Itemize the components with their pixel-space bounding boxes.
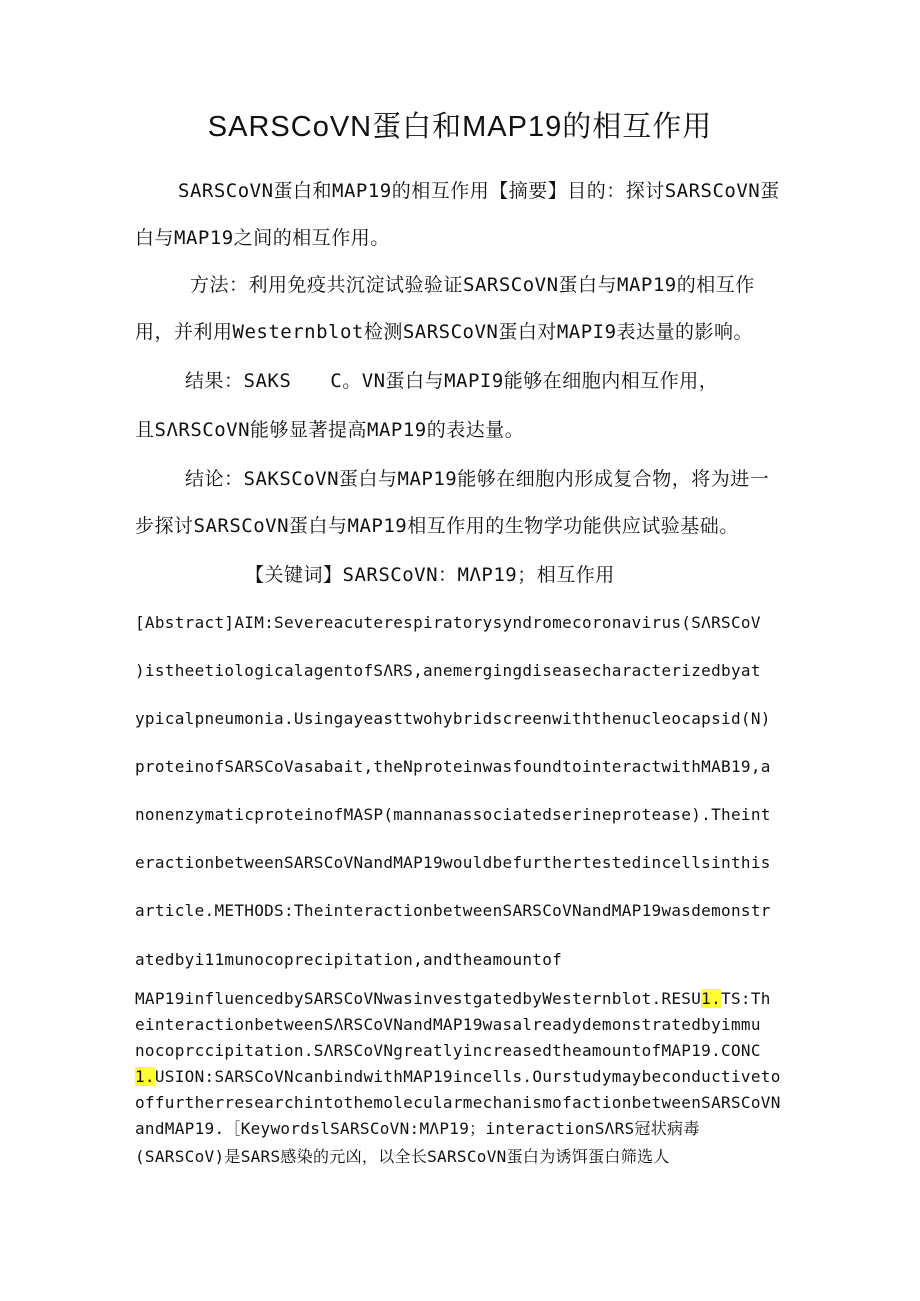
abstract-en-text: USION:SARSCoVNcanbindwithMAP19incells.Ourstudymaybeconductiveto — [154, 1067, 781, 1086]
highlighted-text: 1. — [701, 989, 722, 1008]
abstract-en-line: nonenzymaticproteinofMASP(mannanassociatedserineprotease).Theint — [135, 805, 771, 824]
abstract-en-line: eractionbetweenSARSCoVNandMAP19wouldbefurthertestedincellsinthis — [135, 853, 771, 872]
abstract-cn-p1-line1: SARSCoVN蛋白和MAP19的相互作用【摘要】目的：探讨SARSCoVN蛋 — [178, 180, 780, 202]
abstract-cn-p3-line1: 结果：SAKS C。VN蛋白与MAPI9能够在细胞内相互作用， — [185, 370, 719, 392]
abstract-en-line: ypicalpneumonia.Usingayeasttwohybridscreenwiththenucleocapsid(N) — [135, 709, 771, 728]
abstract-en-line: )istheetiologicalagentofSΛRS,anemergingdiseasecharacterizedbyat — [135, 661, 761, 680]
abstract-cn-p2-line1: 方法：利用免疫共沉淀试验验证SARSCoVN蛋白与MAP19的相互作 — [190, 274, 755, 296]
highlighted-text: 1. — [135, 1067, 155, 1086]
abstract-cn-p1-line2: 白与MAP19之间的相互作用。 — [135, 227, 390, 249]
abstract-en-line: (SARSCoV)是SARS感染的元凶，以全长SARSCoVN蛋白为诱饵蛋白筛选人 — [135, 1147, 670, 1166]
abstract-en-line: atedbyi11munocoprecipitation,andtheamountof — [135, 950, 563, 969]
document-title: SARSCoVN蛋白和MAP19的相互作用 — [207, 111, 713, 143]
abstract-en-text: TS:Th — [721, 989, 771, 1008]
abstract-en-line-conclusion — [135, 1066, 781, 1088]
abstract-cn-p3-line2: 且SΛRSCoVN能够显著提高MAP19的表达量。 — [135, 419, 525, 441]
abstract-en-line: andMAP19.［KeywordslSARSCoVN:MΛP19；interactionSΛRS冠状病毒 — [135, 1119, 700, 1138]
abstract-en-line: article.METHODS:TheinteractionbetweenSARSCoVNandMAP19wasdemonstr — [135, 901, 771, 920]
abstract-en-line-results — [135, 988, 771, 1010]
abstract-en-line: proteinofSARSCoVasabait,theNproteinwasfoundtointeractwithMAB19,a — [135, 757, 771, 776]
abstract-cn-p4-line1: 结论：SAKSCoVN蛋白与MAP19能够在细胞内形成复合物，将为进一 — [185, 468, 770, 490]
abstract-en-text: MAP19influencedbySARSCoVNwasinvestgatedbyWesternblot.RESU — [135, 989, 702, 1008]
abstract-cn-p2-line2: 用，并利用Westernblot检测SARSCoVN蛋白对MAPI9表达量的影响。 — [135, 321, 754, 343]
abstract-en-line: offurtherresearchintothemolecularmechanismofactionbetweenSARSCoVN — [135, 1093, 781, 1112]
abstract-cn-p4-line2: 步探讨SARSCoVN蛋白与MAP19相互作用的生物学功能供应试验基础。 — [135, 515, 739, 537]
abstract-en-line: nocoprccipitation.SΛRSCoVNgreatlyincreasedtheamountofMAP19.CONC — [135, 1041, 761, 1060]
abstract-en-line: einteractionbetweenSΛRSCoVNandMAP19wasalreadydemonstratedbyimmu — [135, 1015, 761, 1034]
abstract-en-line: [Abstract]AIM:Severeacuterespiratorysyndromecoronavirus(SΛRSCoV — [135, 613, 761, 632]
keywords-cn: 【关键词】SARSCoVN：MΛP19；相互作用 — [245, 564, 615, 586]
